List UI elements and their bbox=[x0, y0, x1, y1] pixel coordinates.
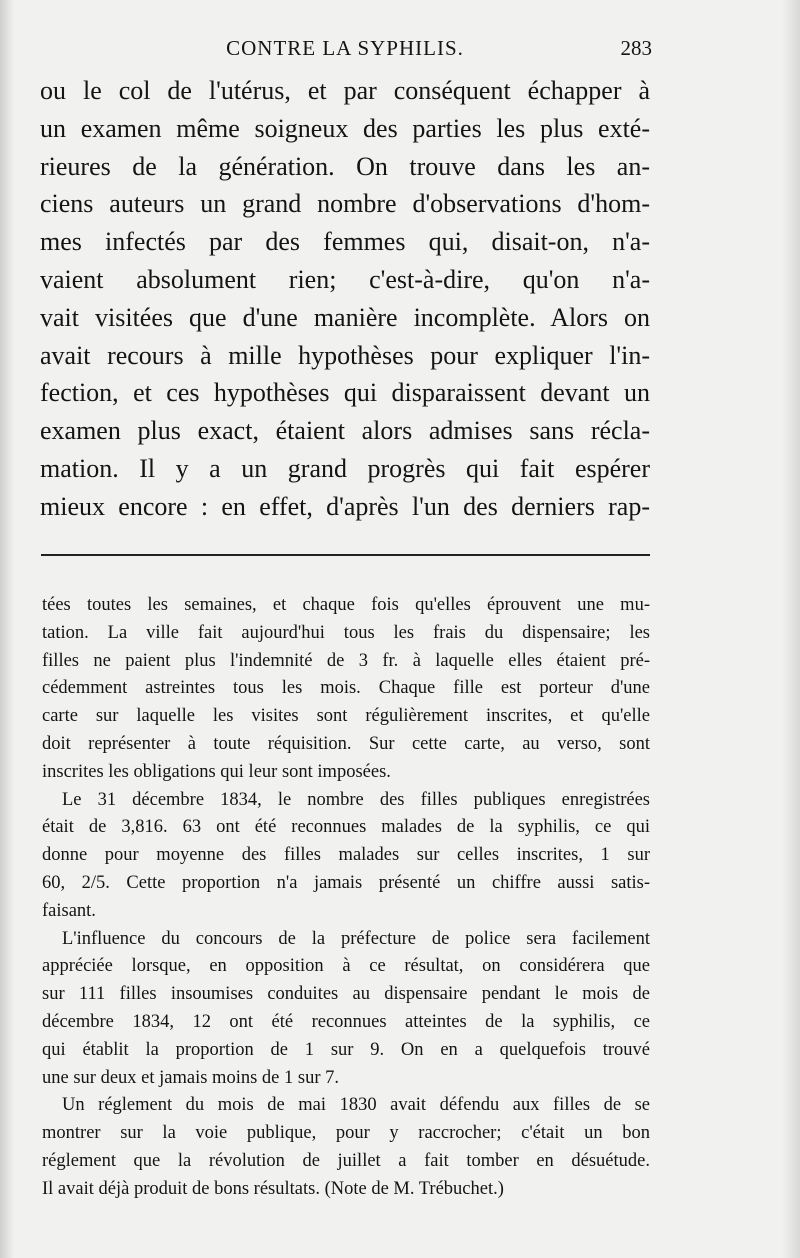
footnote-line: montrer sur la voie publique, pour y raccrocher; c'était un bon bbox=[42, 1123, 650, 1144]
body-line: mes infectés par des femmes qui, disait-on, n'a- bbox=[40, 227, 650, 257]
body-line: fection, et ces hypothèses qui disparaissent devant un bbox=[40, 378, 650, 408]
footnote-line: une sur deux et jamais moins de 1 sur 7. bbox=[42, 1067, 339, 1088]
footnote-line: faisant. bbox=[42, 900, 96, 921]
footnote-paragraph bbox=[42, 787, 650, 926]
body-line: avait recours à mille hypothèses pour expliquer l'in- bbox=[40, 340, 650, 370]
footnote-line: carte sur laquelle les visites sont régulièrement inscrites, et qu'elle bbox=[42, 706, 650, 727]
page-number: 283 bbox=[620, 36, 652, 60]
footnote-line: cédemment astreintes tous les mois. Chaque fille est porteur d'une bbox=[42, 678, 650, 699]
body-line: vait visitées que d'une manière incomplète. Alors on bbox=[40, 302, 650, 332]
body-line: mation. Il y a un grand progrès qui fait espérer bbox=[40, 453, 650, 483]
footnote-separator-rule bbox=[41, 554, 650, 556]
body-line: examen plus exact, étaient alors admises sans récla- bbox=[40, 416, 650, 446]
footnote-line: donne pour moyenne des filles malades sur celles inscrites, 1 sur bbox=[42, 845, 650, 866]
footnote-line: tées toutes les semaines, et chaque fois qu'elles éprouvent une mu- bbox=[42, 595, 650, 615]
footnote-line: qui établit la proportion de 1 sur 9. On en a quelquefois trouvé bbox=[42, 1039, 650, 1060]
footnote-line: appréciée lorsque, en opposition à ce résultat, on considérera que bbox=[42, 956, 650, 977]
footnote-line: Le 31 décembre 1834, le nombre des filles publiques enregistrées bbox=[62, 789, 650, 810]
main-text-block bbox=[40, 72, 650, 526]
body-line: rieures de la génération. On trouve dans les an- bbox=[40, 151, 650, 181]
footnote-line: sur 111 filles insoumises conduites au dispensaire pendant le mois de bbox=[42, 984, 650, 1005]
running-title: CONTRE LA SYPHILIS. bbox=[226, 36, 464, 60]
body-line: ciens auteurs un grand nombre d'observations d'hom- bbox=[40, 189, 650, 219]
footnote-block bbox=[42, 592, 650, 1204]
page-edge-shadow-right bbox=[782, 0, 800, 1258]
footnote-line: filles ne paient plus l'indemnité de 3 fr. à laquelle elles étaient pré- bbox=[42, 650, 650, 671]
footnote-line: décembre 1834, 12 ont été reconnues atteintes de la syphilis, ce bbox=[42, 1011, 650, 1032]
footnote-line: était de 3,816. 63 ont été reconnues malades de la syphilis, ce qui bbox=[42, 817, 650, 838]
footnote-line: Un réglement du mois de mai 1830 avait défendu aux filles de se bbox=[62, 1095, 650, 1116]
footnote-line: inscrites les obligations qui leur sont imposées. bbox=[42, 761, 391, 782]
footnote-paragraph bbox=[42, 1092, 650, 1203]
body-line: vaient absolument rien; c'est-à-dire, qu'on n'a- bbox=[40, 264, 650, 294]
footnote-line: L'influence du concours de la préfecture de police sera facilement bbox=[62, 928, 650, 949]
body-line: un examen même soigneux des parties les plus exté- bbox=[40, 113, 650, 143]
body-line: mieux encore : en effet, d'après l'un des derniers rap- bbox=[40, 491, 650, 521]
body-line: ou le col de l'utérus, et par conséquent échapper à bbox=[40, 76, 650, 105]
page-edge-shadow-left bbox=[0, 0, 14, 1258]
footnote-line: Il avait déjà produit de bons résultats. (Note de M. Trébuchet.) bbox=[42, 1178, 504, 1199]
footnote-paragraph bbox=[42, 592, 650, 787]
footnote-line: doit représenter à toute réquisition. Sur cette carte, au verso, sont bbox=[42, 733, 650, 754]
footnote-line: réglement que la révolution de juillet a fait tomber en désuétude. bbox=[42, 1150, 650, 1171]
footnote-paragraph bbox=[42, 926, 650, 1093]
running-head bbox=[0, 36, 800, 66]
footnote-line: tation. La ville fait aujourd'hui tous les frais du dispensaire; les bbox=[42, 622, 650, 643]
footnote-line: 60, 2/5. Cette proportion n'a jamais présenté un chiffre aussi satis- bbox=[42, 872, 650, 893]
